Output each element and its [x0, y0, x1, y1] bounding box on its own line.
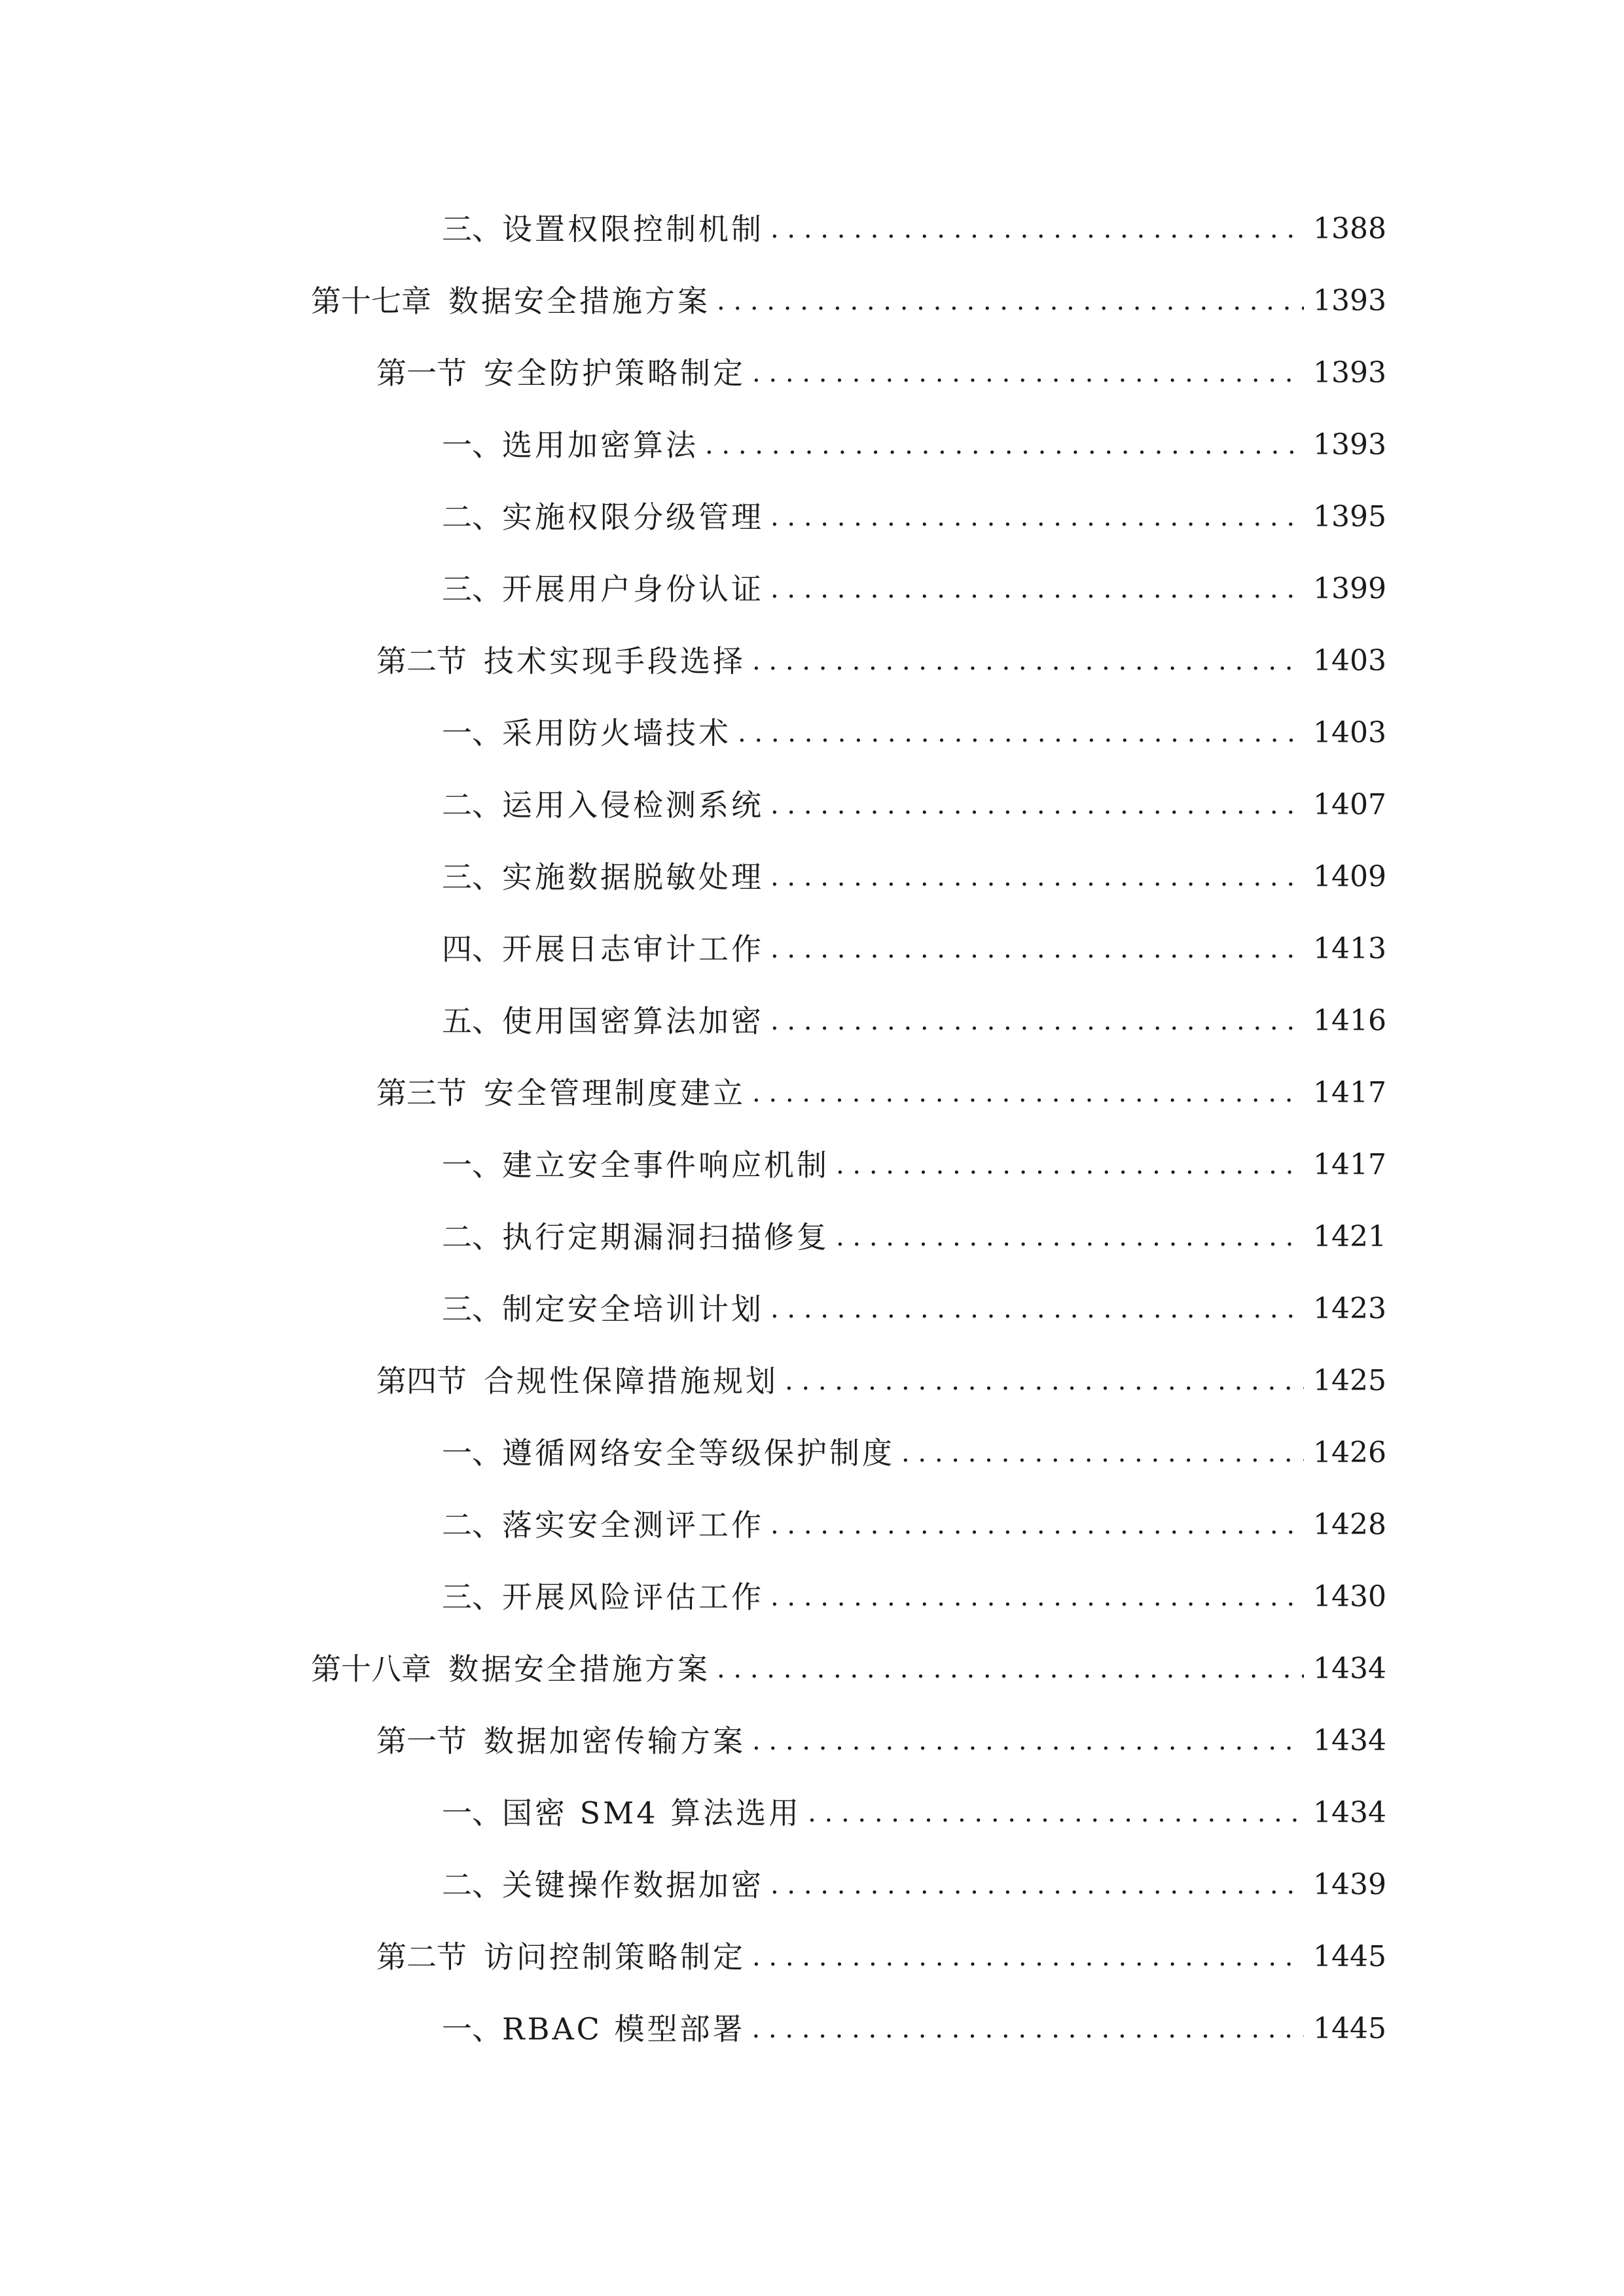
- toc-entry-number: 三、: [442, 1291, 502, 1327]
- toc-entry-page: 1428: [1313, 1508, 1386, 1541]
- toc-entry-page: 1434: [1313, 1652, 1386, 1685]
- dot-leader: [785, 1358, 1304, 1404]
- toc-entry-page: 1409: [1313, 860, 1386, 893]
- dot-leader: [770, 1502, 1304, 1548]
- dot-leader: [770, 1286, 1304, 1332]
- dot-leader: [836, 1214, 1304, 1260]
- toc-entry-title: 遵循网络安全等级保护制度: [502, 1435, 895, 1471]
- toc-entry-title: 选用加密算法: [502, 427, 698, 463]
- dot-leader: [705, 422, 1304, 468]
- toc-entry-number: 一、: [442, 2011, 502, 2047]
- toc-entry-title: 落实安全测评工作: [502, 1507, 764, 1543]
- toc-entry-page: 1439: [1313, 1868, 1386, 1901]
- toc-entry-page: 1430: [1313, 1580, 1386, 1613]
- toc-entry[interactable]: [442, 1574, 1386, 1620]
- toc-entry[interactable]: [442, 1862, 1386, 1908]
- dot-leader: [752, 1934, 1304, 1980]
- toc-entry[interactable]: [442, 1214, 1386, 1260]
- toc-entry-page: 1434: [1313, 1796, 1386, 1829]
- dot-leader: [752, 638, 1304, 684]
- dot-leader: [752, 1718, 1304, 1764]
- toc-entry-number: 第十八章: [311, 1651, 431, 1687]
- toc-entry[interactable]: [442, 566, 1386, 612]
- dot-leader: [751, 2006, 1304, 2052]
- toc-entry-number: 第三节: [376, 1075, 467, 1111]
- dot-leader: [717, 1646, 1304, 1692]
- toc-entry[interactable]: [442, 782, 1386, 828]
- toc-entry-title: 安全管理制度建立: [484, 1075, 746, 1111]
- dot-leader: [770, 1574, 1304, 1620]
- dot-leader: [770, 1862, 1304, 1908]
- toc-entry[interactable]: [442, 926, 1386, 972]
- toc-entry[interactable]: [311, 1646, 1386, 1692]
- toc-entry-page: 1403: [1313, 644, 1386, 677]
- toc-entry-title: 数据安全措施方案: [448, 283, 710, 319]
- toc-entry-number: 二、: [442, 1507, 502, 1543]
- toc-entry[interactable]: [376, 1358, 1386, 1404]
- toc-entry[interactable]: [442, 1430, 1386, 1476]
- dot-leader: [752, 1070, 1304, 1116]
- toc-entry-title: 建立安全事件响应机制: [502, 1147, 829, 1183]
- toc-entry-number: 第一节: [376, 1723, 467, 1759]
- toc-entry-title: RBAC 模型部署: [502, 2011, 746, 2047]
- toc-entry-title: 访问控制策略制定: [484, 1939, 746, 1975]
- toc-entry-title: 数据加密传输方案: [484, 1723, 746, 1759]
- toc-entry-page: 1399: [1313, 572, 1386, 605]
- toc-entry[interactable]: [442, 2006, 1386, 2052]
- toc-entry-title: 开展日志审计工作: [502, 931, 764, 967]
- toc-entry-number: 第一节: [376, 355, 467, 391]
- toc-entry-title: 关键操作数据加密: [502, 1867, 764, 1903]
- toc-entry-title: 开展用户身份认证: [502, 571, 764, 607]
- toc-entry-title: 国密 SM4 算法选用: [502, 1795, 802, 1831]
- toc-entry-number: 三、: [442, 571, 502, 607]
- toc-entry-title: 运用入侵检测系统: [502, 787, 764, 823]
- toc-entry-page: 1393: [1313, 284, 1386, 317]
- toc-entry[interactable]: [442, 206, 1386, 252]
- toc-entry-title: 合规性保障措施规划: [484, 1363, 778, 1399]
- toc-entry-number: 第二节: [376, 1939, 467, 1975]
- toc-entry[interactable]: [442, 1142, 1386, 1188]
- toc-entry-page: 1445: [1313, 1940, 1386, 1973]
- toc-entry[interactable]: [376, 1718, 1386, 1764]
- dot-leader: [770, 566, 1304, 612]
- toc-entry[interactable]: [442, 494, 1386, 540]
- dot-leader: [770, 926, 1304, 972]
- toc-entry-number: 第二节: [376, 643, 467, 679]
- toc-entry[interactable]: [376, 1934, 1386, 1980]
- toc-entry-page: 1445: [1313, 2012, 1386, 2045]
- toc-entry[interactable]: [442, 422, 1386, 468]
- toc-entry[interactable]: [442, 1502, 1386, 1548]
- dot-leader: [738, 710, 1304, 756]
- toc-entry-page: 1395: [1313, 500, 1386, 533]
- dot-leader: [770, 782, 1304, 828]
- toc-entry-page: 1403: [1313, 716, 1386, 749]
- dot-leader: [770, 494, 1304, 540]
- toc-entry-page: 1426: [1313, 1436, 1386, 1469]
- toc-entry-title: 实施权限分级管理: [502, 499, 764, 535]
- toc-entry-title: 实施数据脱敏处理: [502, 859, 764, 895]
- toc-entry-page: 1434: [1313, 1724, 1386, 1757]
- toc-entry-title: 技术实现手段选择: [484, 643, 746, 679]
- toc-entry[interactable]: [442, 854, 1386, 900]
- dot-leader: [770, 206, 1304, 252]
- toc-entry[interactable]: [311, 278, 1386, 324]
- toc-entry-number: 第十七章: [311, 283, 431, 319]
- toc-entry-page: 1417: [1313, 1148, 1386, 1181]
- toc-entry-page: 1407: [1313, 788, 1386, 821]
- toc-entry-title: 制定安全培训计划: [502, 1291, 764, 1327]
- dot-leader: [808, 1790, 1304, 1836]
- dot-leader: [770, 998, 1304, 1044]
- toc-entry-page: 1393: [1313, 356, 1386, 389]
- dot-leader: [901, 1430, 1304, 1476]
- toc-entry-title: 采用防火墙技术: [502, 715, 731, 751]
- toc-entry-number: 三、: [442, 1579, 502, 1615]
- toc-entry[interactable]: [376, 638, 1386, 684]
- dot-leader: [717, 278, 1304, 324]
- toc-entry-page: 1416: [1313, 1004, 1386, 1037]
- toc-entry-number: 二、: [442, 499, 502, 535]
- toc-entry[interactable]: [376, 350, 1386, 396]
- toc-entry[interactable]: [442, 1790, 1386, 1836]
- toc-entry-page: 1421: [1313, 1220, 1386, 1253]
- toc-entry-number: 一、: [442, 1795, 502, 1831]
- toc-entry-page: 1423: [1313, 1292, 1386, 1325]
- toc-entry-number: 一、: [442, 1147, 502, 1183]
- toc-entry-number: 五、: [442, 1003, 502, 1039]
- toc-entry-page: 1425: [1313, 1364, 1386, 1397]
- toc-entry-number: 二、: [442, 1867, 502, 1903]
- toc-entry-number: 第四节: [376, 1363, 467, 1399]
- toc-entry-page: 1417: [1313, 1076, 1386, 1109]
- dot-leader: [752, 350, 1304, 396]
- dot-leader: [770, 854, 1304, 900]
- toc-entry[interactable]: [442, 710, 1386, 756]
- toc-entry-number: 一、: [442, 1435, 502, 1471]
- toc-entry-number: 一、: [442, 427, 502, 463]
- toc-entry-number: 四、: [442, 931, 502, 967]
- toc-entry-number: 二、: [442, 1219, 502, 1255]
- toc-entry-title: 安全防护策略制定: [484, 355, 746, 391]
- toc-entry-number: 三、: [442, 211, 502, 247]
- toc-entry-title: 使用国密算法加密: [502, 1003, 764, 1039]
- toc-entry-title: 数据安全措施方案: [448, 1651, 710, 1687]
- toc-entry-title: 设置权限控制机制: [502, 211, 764, 247]
- toc-entry-page: 1413: [1313, 932, 1386, 965]
- dot-leader: [836, 1142, 1304, 1188]
- toc-entry-title: 开展风险评估工作: [502, 1579, 764, 1615]
- toc-entry[interactable]: [376, 1070, 1386, 1116]
- toc-entry[interactable]: [442, 1286, 1386, 1332]
- toc-entry-number: 二、: [442, 787, 502, 823]
- toc-entry[interactable]: [442, 998, 1386, 1044]
- toc-entry-number: 一、: [442, 715, 502, 751]
- toc-entry-page: 1388: [1313, 212, 1386, 245]
- toc-entry-title: 执行定期漏洞扫描修复: [502, 1219, 829, 1255]
- toc-entry-page: 1393: [1313, 428, 1386, 461]
- toc-entry-number: 三、: [442, 859, 502, 895]
